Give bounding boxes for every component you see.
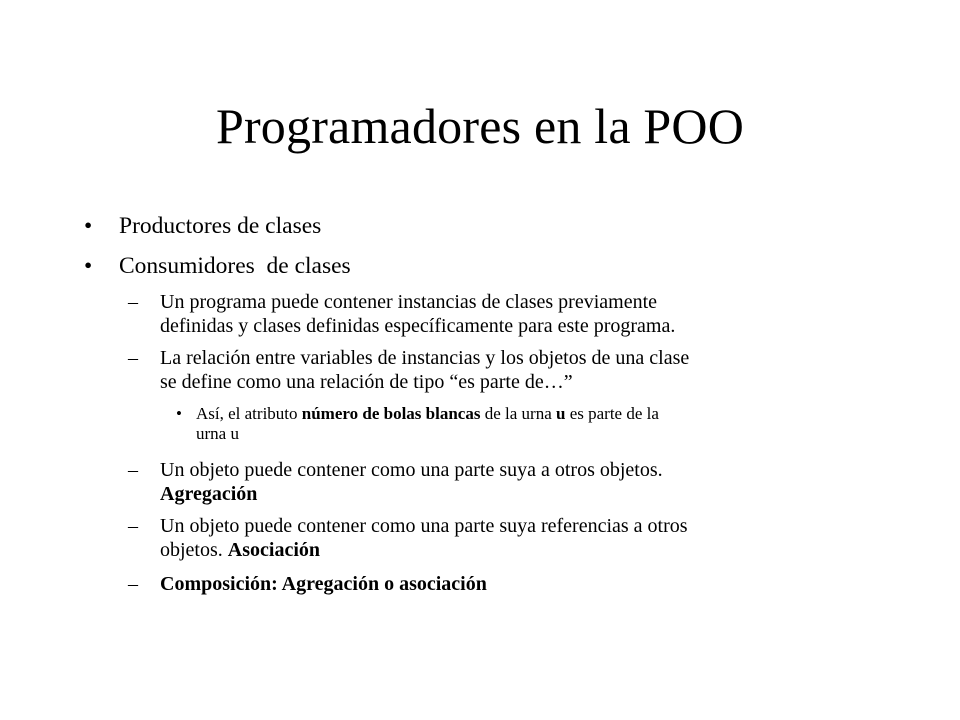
dash-marker: – <box>128 291 138 313</box>
text-line: Un objeto puede contener como una parte suya referencias a otros <box>160 515 688 537</box>
subitem-text <box>160 514 880 562</box>
subitem-text <box>160 290 880 338</box>
text-line <box>160 572 880 596</box>
bold-text: Asociación <box>227 539 320 561</box>
text-line: urna u <box>196 424 239 443</box>
text-line: Un objeto puede contener como una parte suya a otros objetos. <box>160 459 663 481</box>
text-run: es parte de la <box>565 404 659 423</box>
text-line <box>196 404 876 424</box>
text-line: se define como una relación de tipo “es parte de…” <box>160 371 573 393</box>
bold-text: Composición: Agregación o asociación <box>160 573 487 595</box>
text-line: definidas y clases definidas específicamente para este programa. <box>160 315 676 337</box>
bullet-marker: • <box>84 213 93 239</box>
dash-marker: – <box>128 459 138 481</box>
text-run: objetos. <box>160 539 228 561</box>
bold-text: Agregación <box>160 483 258 505</box>
bullet-marker: • <box>84 253 93 279</box>
dash-marker: – <box>128 347 138 369</box>
subitem-text <box>160 346 880 394</box>
bullet-text: Consumidores de clases <box>119 253 351 279</box>
text-line: La relación entre variables de instancias y los objetos de una clase <box>160 347 690 369</box>
bullet-marker: • <box>176 404 182 423</box>
subitem-text <box>160 572 880 596</box>
text-line <box>160 482 880 506</box>
bullet-text: Productores de clases <box>119 213 322 239</box>
dash-marker: – <box>128 515 138 537</box>
text-run: Así, el atributo <box>196 404 302 423</box>
text-line <box>160 538 880 562</box>
slide-title: Programadores en la POO <box>215 98 745 154</box>
bold-text: u <box>556 404 566 423</box>
text-line: Un programa puede contener instancias de clases previamente <box>160 291 658 313</box>
bold-text: número de bolas blancas <box>301 404 481 423</box>
subsubitem-text <box>196 404 876 444</box>
dash-marker: – <box>128 573 138 595</box>
text-run: de la urna <box>480 404 556 423</box>
subitem-text <box>160 458 880 506</box>
